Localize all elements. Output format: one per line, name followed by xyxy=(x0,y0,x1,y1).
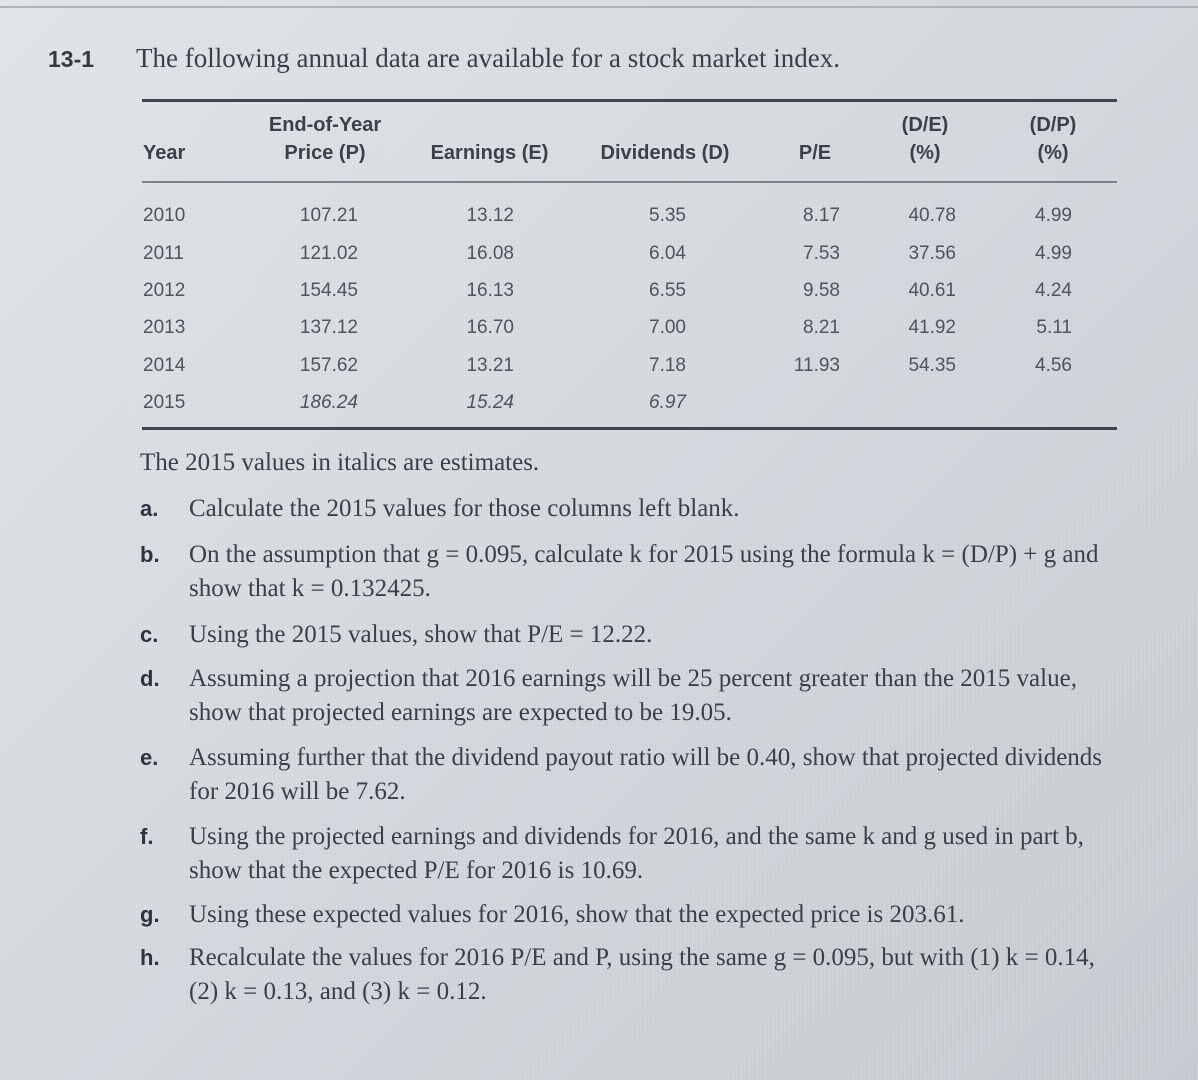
header-price xyxy=(250,111,400,167)
part-text: Assuming a projection that 2016 earnings will be 25 percent greater than the 2015 value, show that projected earnings are expected to be 19.05. xyxy=(189,665,1077,726)
part-text: Using the 2015 values, show that P/E = 12.22. xyxy=(189,621,653,648)
table-cell-dp: 4.56 xyxy=(1035,355,1072,376)
table-cell-earnings: 16.08 xyxy=(466,243,514,264)
header-de-line2: (%) xyxy=(909,142,941,164)
table-cell-year: 2015 xyxy=(143,392,186,413)
table-top-rule xyxy=(142,99,1117,102)
table-cell-de: 40.61 xyxy=(908,280,956,301)
table-cell-dp: 4.24 xyxy=(1035,280,1072,301)
header-dp xyxy=(1013,111,1093,167)
table-cell-earnings: 13.21 xyxy=(466,355,514,376)
header-earnings: Earnings (E) xyxy=(430,142,549,164)
table-cell-year: 2014 xyxy=(143,355,186,376)
part-letter: b. xyxy=(140,542,160,567)
header-price-line2: Price (P) xyxy=(284,142,366,164)
table-cell-year: 2013 xyxy=(143,317,186,338)
table-cell-de: 40.78 xyxy=(908,205,956,226)
part-letter: c. xyxy=(140,622,159,647)
table-cell-year: 2010 xyxy=(143,205,186,226)
table-cell-price: 186.24 xyxy=(299,392,358,413)
table-cell-de xyxy=(880,391,956,415)
table-cell-earnings: 16.70 xyxy=(466,317,514,338)
part-text: Using these expected values for 2016, show that the expected price is 203.61. xyxy=(189,901,965,928)
part-text: Calculate the 2015 values for those columns left blank. xyxy=(189,495,740,522)
part-letter: d. xyxy=(140,666,160,691)
table-cell-de: 41.92 xyxy=(908,317,956,338)
table-cell-earnings: 16.13 xyxy=(466,280,514,301)
table-cell-dividends: 7.00 xyxy=(649,317,686,338)
table-cell-price: 107.21 xyxy=(299,205,358,226)
problem-number: 13-1 xyxy=(48,46,95,72)
table-cell-price: 157.62 xyxy=(299,355,358,376)
part-letter: h. xyxy=(140,945,160,970)
part-text: On the assumption that g = 0.095, calculate k for 2015 using the formula k = (D/P) + g and show that k = 0.132425. xyxy=(189,541,1099,602)
part-text: Recalculate the values for 2016 P/E and P, using the same g = 0.095, but with (1) k = 0.14, (2) k = 0.13, and (3) k = 0.12. xyxy=(189,944,1095,1005)
header-de-line1: (D/E) xyxy=(901,114,949,136)
table-cell-dividends: 5.35 xyxy=(649,205,686,226)
table-cell-de: 37.56 xyxy=(908,243,956,264)
header-price-line1: End-of-Year xyxy=(268,114,382,136)
header-de xyxy=(885,111,965,167)
table-cell-pe: 7.53 xyxy=(803,243,840,264)
part-text: Assuming further that the dividend payout ratio will be 0.40, show that projected dividends for 2016 will be 7.62. xyxy=(189,744,1103,805)
table-cell-earnings: 13.12 xyxy=(466,205,514,226)
table-cell-pe xyxy=(770,391,840,415)
table-cell-price: 137.12 xyxy=(299,317,358,338)
page-top-rule xyxy=(0,6,1198,8)
header-dp-line2: (%) xyxy=(1037,142,1069,164)
table-cell-dp: 5.11 xyxy=(1036,317,1072,338)
table-cell-dividends: 6.97 xyxy=(649,392,686,413)
table-cell-earnings: 15.24 xyxy=(466,392,514,413)
table-cell-pe: 8.17 xyxy=(803,205,840,226)
table-cell-dp xyxy=(1000,391,1072,415)
header-dividends: Dividends (D) xyxy=(600,142,730,164)
table-cell-pe: 11.93 xyxy=(793,355,840,376)
part-letter: e. xyxy=(140,745,159,770)
table-cell-dp: 4.99 xyxy=(1035,243,1072,264)
problem-stem: The following annual data are available for a stock market index. xyxy=(136,43,840,73)
table-cell-pe: 8.21 xyxy=(803,317,840,338)
table-cell-year: 2012 xyxy=(143,280,186,301)
table-cell-price: 121.02 xyxy=(299,243,358,264)
part-letter: a. xyxy=(140,496,159,521)
table-cell-de: 54.35 xyxy=(908,355,956,376)
header-year: Year xyxy=(143,142,186,164)
table-cell-dividends: 7.18 xyxy=(649,355,686,376)
table-cell-price: 154.45 xyxy=(299,280,358,301)
header-pe: P/E xyxy=(798,142,832,164)
part-text: Using the projected earnings and dividends for 2016, and the same k and g used in part b, show that the expected P/E for 2016 is 10.69. xyxy=(189,823,1084,884)
table-bottom-rule xyxy=(142,427,1117,430)
part-letter: g. xyxy=(140,902,160,927)
part-letter: f. xyxy=(140,824,154,849)
header-dp-line1: (D/P) xyxy=(1029,114,1077,136)
table-cell-pe: 9.58 xyxy=(803,280,840,301)
estimates-note: The 2015 values in italics are estimates. xyxy=(140,449,540,476)
table-cell-year: 2011 xyxy=(143,243,184,264)
table-cell-dividends: 6.04 xyxy=(649,243,686,264)
table-cell-dividends: 6.55 xyxy=(649,280,686,301)
table-header-rule xyxy=(142,181,1117,183)
table-cell-dp: 4.99 xyxy=(1035,205,1072,226)
